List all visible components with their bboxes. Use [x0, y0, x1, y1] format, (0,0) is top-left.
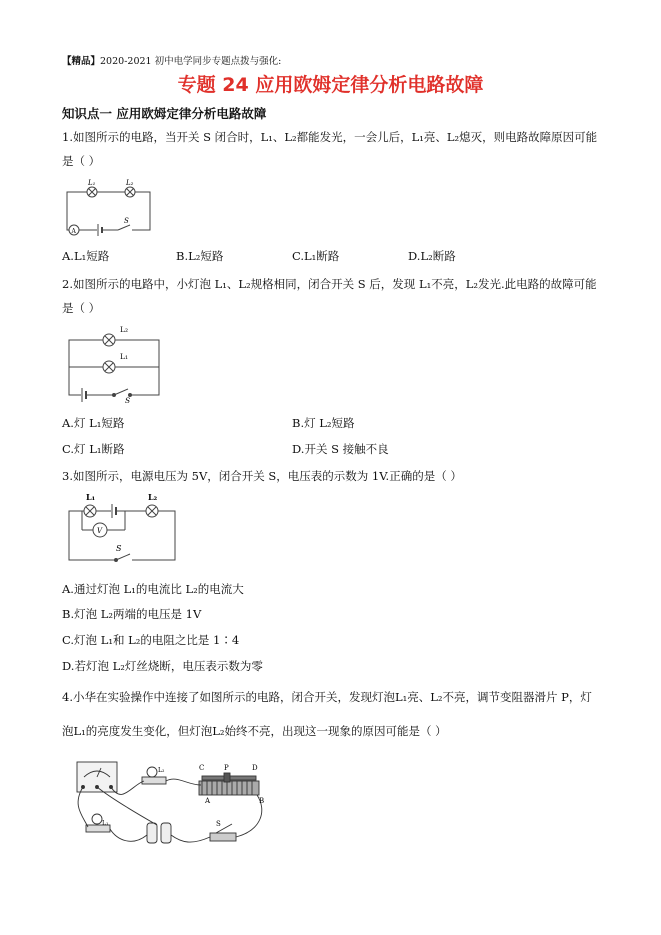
- q3-circuit-diagram: [62, 488, 182, 568]
- q1-option-d: D.L₂断路: [408, 249, 456, 263]
- q1-option-b: B.L₂短路: [176, 249, 224, 263]
- q4-label-l2: L₂: [158, 767, 165, 774]
- q3-option-a: A.通过灯泡 L₁的电流比 L₂的电流大: [62, 582, 244, 596]
- q2-option-d: D.开关 S 接触不良: [292, 442, 389, 456]
- q1-label-l2: L₂: [126, 179, 134, 187]
- q4-label-l1: L₁: [102, 820, 109, 827]
- q2-option-b: B.灯 L₂短路: [292, 416, 355, 430]
- q2-label-s: S: [125, 396, 131, 403]
- q3-label-l2: L₂: [148, 492, 158, 502]
- q4-label-c: C: [199, 764, 205, 772]
- q4-label-b: B: [259, 797, 265, 805]
- header-text: 2020-2021 初中电学同步专题点拨与强化:: [100, 56, 282, 67]
- q4-text-line2: 泡L₁的亮度发生变化，但灯泡L₂始终不亮，出现这一现象的原因可能是（ ）: [62, 724, 447, 738]
- q3-label-l1: L₁: [86, 492, 96, 502]
- q3-label-s: S: [116, 544, 122, 553]
- page-header: [62, 53, 281, 67]
- q3-option-b: B.灯泡 L₂两端的电压是 1V: [62, 607, 202, 621]
- q4-apparatus-diagram: [62, 755, 277, 855]
- q4-text-line1: 4.小华在实验操作中连接了如图所示的电路，闭合开关，发现灯泡L₁亮、L₂不亮，调节变阻器滑片 P，灯: [62, 690, 592, 704]
- q3-option-c: C.灯泡 L₁和 L₂的电阻之比是 1∶4: [62, 633, 240, 647]
- header-prefix: 【精品】: [62, 56, 101, 67]
- q4-label-p: P: [224, 764, 229, 772]
- q4-label-d: D: [252, 764, 258, 772]
- q3-label-voltmeter: V: [97, 527, 103, 535]
- q2-circuit-diagram: [62, 323, 167, 403]
- q1-option-a: A.L₁短路: [62, 249, 110, 263]
- q3-option-d: D.若灯泡 L₂灯丝烧断，电压表示数为零: [62, 659, 263, 673]
- q4-label-a: A: [205, 797, 211, 805]
- q1-label-ammeter: A: [71, 228, 76, 235]
- q1-option-c: C.L₁断路: [292, 249, 340, 263]
- q1-text-line1: 1.如图所示的电路，当开关 S 闭合时，L₁、L₂都能发光，一会儿后，L₁亮、L₂熄灭，则电路故障原因可能: [62, 130, 598, 144]
- q3-text-line1: 3.如图所示，电源电压为 5V，闭合开关 S，电压表的示数为 1V.正确的是（ ）: [62, 469, 462, 483]
- q2-option-a: A.灯 L₁短路: [62, 416, 125, 430]
- q2-option-c: C.灯 L₁断路: [62, 442, 125, 456]
- q4-label-s: S: [216, 820, 221, 828]
- q2-text-line2: 是（ ）: [62, 301, 101, 315]
- section-heading: 知识点一 应用欧姆定律分析电路故障: [62, 106, 267, 121]
- q1-label-l1: L₁: [88, 179, 96, 187]
- page-title: 专题 24 应用欧姆定律分析电路故障: [177, 74, 484, 96]
- q2-text-line1: 2.如图所示的电路中，小灯泡 L₁、L₂规格相同，闭合开关 S 后，发现 L₁不亮，L₂发光.此电路的故障可能: [62, 277, 597, 291]
- q1-label-s: S: [124, 217, 129, 225]
- q2-label-l2: L₂: [120, 325, 128, 334]
- q2-label-l1: L₁: [120, 352, 128, 361]
- q1-circuit-diagram: [62, 178, 157, 240]
- q1-text-line2: 是（ ）: [62, 154, 101, 168]
